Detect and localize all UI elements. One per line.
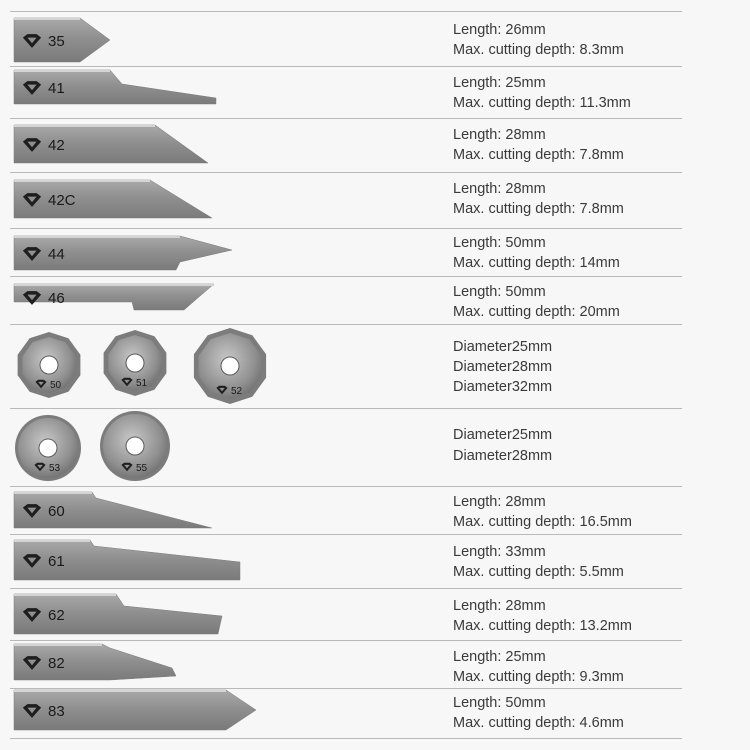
row-separator [10,738,682,739]
spec-diameter: Diameter28mm [453,359,553,375]
row-separator [10,588,682,589]
row-separator [10,66,682,67]
row-separator [10,640,682,641]
blade-model-number: 82 [48,655,65,672]
spec-cutting-depth: Max. cutting depth: 20mm [453,304,620,320]
wheel-52-hole [221,357,239,375]
blade-42C-shape [14,180,212,218]
blade-41-specs [453,73,631,113]
spec-length: Length: 25mm [453,75,546,91]
wheel-55-hole [126,437,144,455]
blade-62-specs [453,596,632,636]
spec-cutting-depth: Max. cutting depth: 7.8mm [453,147,624,163]
spec-cutting-depth: Max. cutting depth: 5.5mm [453,564,624,580]
row-separator [10,486,682,487]
blade-model-number: 83 [48,703,65,720]
row-separator [10,228,682,229]
spec-length: Length: 26mm [453,22,546,38]
row-separator [10,534,682,535]
row-separator [10,408,682,409]
row-separator [10,276,682,277]
wheel-group-2-specs [453,425,552,467]
blade-model-number: 62 [48,607,65,624]
row-separator [10,118,682,119]
spec-length: Length: 28mm [453,598,546,614]
wheel-model-number: 53 [49,463,61,474]
wheel-50-hole [40,356,58,374]
blade-44-specs [453,233,620,273]
spec-cutting-depth: Max. cutting depth: 9.3mm [453,669,624,685]
blade-41-shape [14,70,216,104]
blade-model-number: 42C [48,192,76,209]
wheel-model-number: 52 [231,386,243,397]
spec-cutting-depth: Max. cutting depth: 4.6mm [453,715,624,731]
blade-model-number: 46 [48,290,65,307]
blade-46-specs [453,282,620,322]
spec-length: Length: 28mm [453,494,546,510]
wheel-model-number: 55 [136,463,148,474]
spec-cutting-depth: Max. cutting depth: 13.2mm [453,618,632,634]
spec-diameter: Diameter25mm [453,427,553,443]
spec-length: Length: 50mm [453,695,546,711]
blade-model-number: 60 [48,503,65,520]
row-separator [10,11,682,12]
blade-model-number: 35 [48,33,65,50]
spec-cutting-depth: Max. cutting depth: 16.5mm [453,514,632,530]
blade-62-shape [14,594,222,634]
spec-length: Length: 50mm [453,235,546,251]
blade-42C-specs [453,179,624,219]
blade-model-number: 44 [48,246,65,263]
wheel-model-number: 50 [50,380,62,391]
wheel-51-hole [126,354,144,372]
blade-42-specs [453,125,624,165]
wheel-group-1-specs [453,337,552,397]
blade-model-number: 41 [48,80,65,97]
row-separator [10,688,682,689]
spec-diameter: Diameter32mm [453,379,553,395]
blade-35-specs [453,20,624,60]
spec-length: Length: 50mm [453,284,546,300]
spec-diameter: Diameter28mm [453,448,553,464]
blade-61-specs [453,542,624,582]
blade-60-shape [14,492,212,528]
row-separator [10,172,682,173]
blade-83-specs [453,693,624,733]
spec-length: Length: 28mm [453,181,546,197]
spec-length: Length: 25mm [453,649,546,665]
blade-82-specs [453,647,624,687]
spec-cutting-depth: Max. cutting depth: 11.3mm [453,95,631,111]
row-separator [10,324,682,325]
wheel-model-number: 51 [136,378,148,389]
blade-60-specs [453,492,632,532]
blade-model-number: 61 [48,553,65,570]
spec-cutting-depth: Max. cutting depth: 7.8mm [453,201,624,217]
spec-length: Length: 28mm [453,127,546,143]
spec-diameter: Diameter25mm [453,339,553,355]
blade-46-shape [14,284,214,310]
spec-cutting-depth: Max. cutting depth: 14mm [453,255,620,271]
wheel-53-hole [39,439,57,457]
blade-44-shape [14,236,232,270]
blade-model-number: 42 [48,137,65,154]
spec-cutting-depth: Max. cutting depth: 8.3mm [453,42,624,58]
blade-42-shape [14,125,208,163]
spec-length: Length: 33mm [453,544,546,560]
